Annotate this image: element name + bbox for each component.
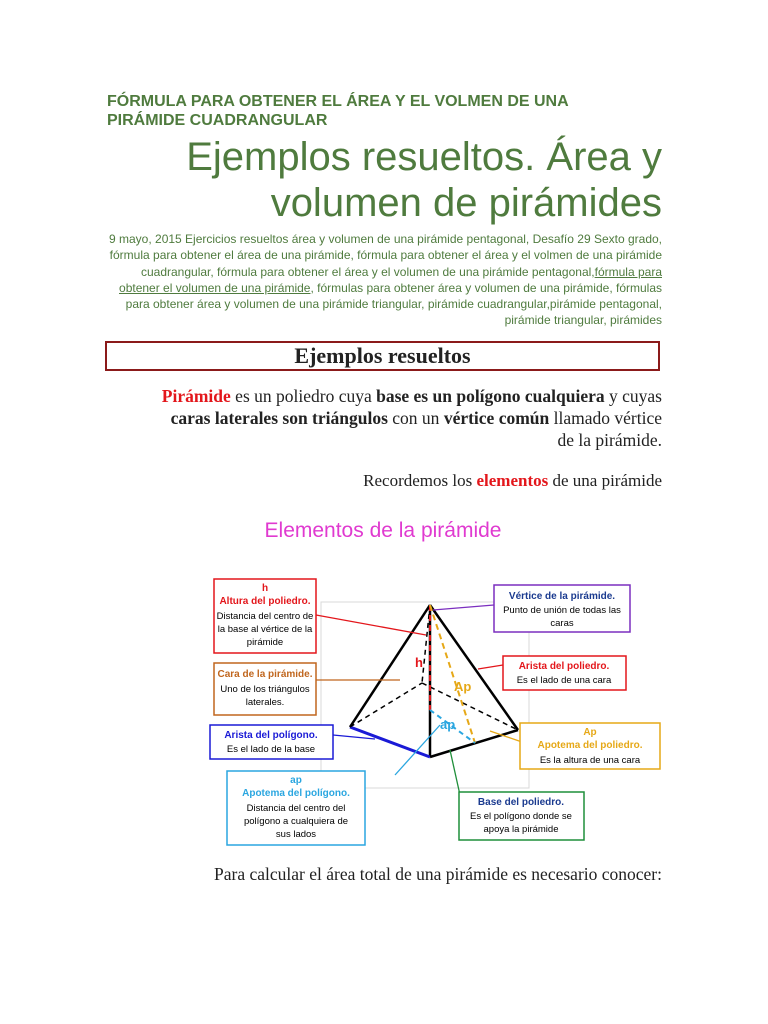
box-title: Arista del poliedro. (518, 661, 610, 672)
box-text: Distancia del centro de (216, 611, 314, 622)
text: con un (387, 408, 444, 428)
text: Recordemos los (363, 471, 477, 490)
text: es un poliedro cuya (230, 386, 377, 406)
box-apotema-poliedro (520, 723, 660, 769)
box-text: pirámide (246, 637, 284, 648)
text: y cuyas (604, 386, 662, 406)
box-text: Punto de unión de todas las (503, 605, 621, 616)
meta-text: , fórmulas para obtener área y volumen de una pirámide, fórmulas para obtener área y volumen de una pirámide triangular, pirámide cuadrangular,pirámide pentagonal, pirámide triangular, pirámides (125, 280, 662, 328)
section-heading: Ejemplos resueltos (105, 341, 660, 371)
box-text: Es el lado de una cara (516, 675, 612, 686)
box-title: Apotema del poliedro. (537, 740, 643, 751)
box-altura (214, 579, 316, 653)
meta-text: 9 mayo, 2015 Ejercicios resueltos área y volumen de una pirámide pentagonal, Desafío 29 Sexto grado, fórmula para obtener el área de una pirámide, fórmula para obtener el área y el volmen de una pirámide cuadrangular, fórmula para obtener el área y el volumen de una pirámide pentagonal, (109, 232, 662, 279)
box-title: Cara de la pirámide. (217, 669, 313, 680)
box-title: Vértice de la pirámide. (508, 591, 616, 602)
pyramid-shape (350, 605, 518, 757)
recall-line (150, 470, 662, 492)
box-arista-poliedro (503, 656, 626, 690)
box-text: Es el lado de la base (226, 744, 316, 755)
title-line: volumen de pirámides (270, 181, 662, 225)
box-text: sus lados (275, 829, 317, 840)
box-title: Altura del poliedro. (219, 596, 311, 607)
text: llamado vértice de la pirámide. (549, 408, 662, 450)
meta-link[interactable]: fórmula para obtener el volumen de una pirámide (119, 264, 662, 295)
page-title (100, 134, 662, 226)
pointer-arrows (316, 605, 522, 795)
article-kicker (107, 92, 667, 130)
box-text: Distancia del centro del (246, 803, 346, 814)
kicker-line: FÓRMULA PARA OBTENER EL ÁREA Y EL VOLMEN DE UNA (107, 93, 569, 110)
box-text: Es la altura de una cara (539, 755, 641, 766)
emphasis: caras laterales son triángulos (170, 408, 388, 428)
box-arista-poligono (210, 725, 333, 759)
box-symbol: Ap (583, 727, 597, 738)
footer-paragraph: Para calcular el área total de una pirámide es necesario conocer: (214, 864, 662, 884)
title-line: Ejemplos resueltos. Área y (186, 135, 662, 179)
box-text: caras (550, 618, 574, 629)
box-apotema-poligono (227, 771, 365, 845)
box-cara (214, 663, 316, 715)
h-symbol: h (415, 655, 423, 670)
term-elementos: elementos (476, 471, 549, 490)
box-symbol: h (261, 583, 269, 594)
box-text: apoya la pirámide (483, 824, 559, 835)
box-vertice (494, 585, 630, 632)
definition-paragraph (150, 385, 662, 451)
ap-lower-symbol: ap (440, 717, 456, 732)
diagram-title: Elementos de la pirámide (264, 519, 502, 542)
box-title: Apotema del polígono. (242, 788, 350, 799)
box-text: la base al vértice de la (217, 624, 313, 635)
box-symbol: ap (290, 775, 302, 786)
term-piramide: Pirámide (161, 386, 231, 406)
ap-upper-symbol: Ap (454, 679, 472, 694)
pyramid-elements-diagram (200, 505, 670, 855)
box-title: Arista del polígono. (224, 730, 318, 741)
box-text: Uno de los triángulos (220, 684, 310, 695)
box-text: Es el polígono donde se (470, 811, 572, 822)
box-text: laterales. (245, 697, 285, 708)
emphasis: vértice común (443, 408, 550, 428)
post-meta (106, 231, 662, 329)
emphasis: base es un polígono cualquiera (376, 386, 605, 406)
text: de una pirámide (548, 471, 662, 490)
box-text: polígono a cualquiera de (243, 816, 349, 827)
box-base (459, 792, 584, 840)
kicker-line: PIRÁMIDE CUADRANGULAR (107, 112, 328, 129)
box-title: Base del poliedro. (477, 797, 565, 808)
